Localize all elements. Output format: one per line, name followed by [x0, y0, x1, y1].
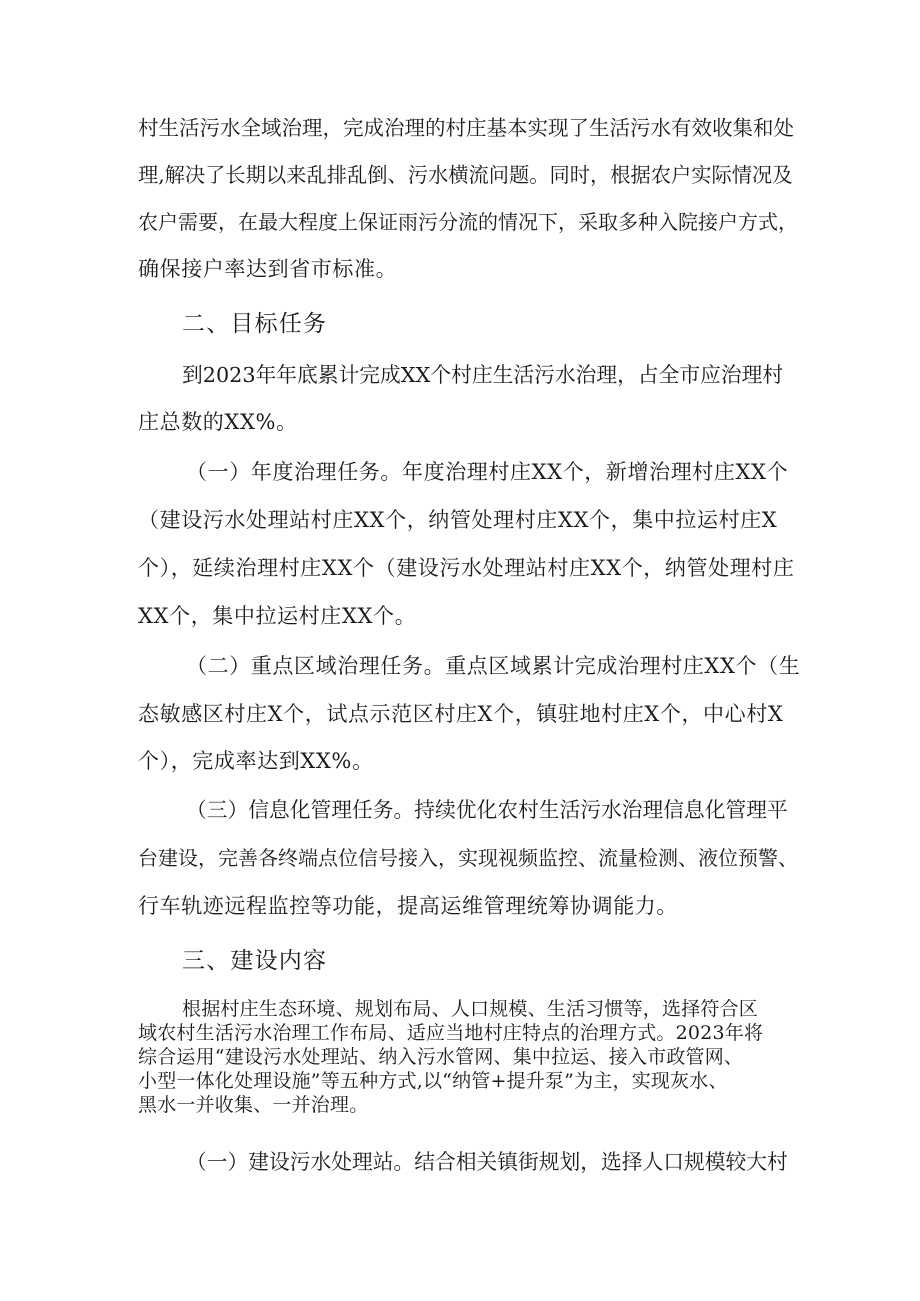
text-line: （建设污水处理站村庄XX个，纳管处理村庄XX个，集中拉运村庄X: [138, 508, 778, 532]
text-line: 根据村庄生态环境、规划布局、人口规模、生活习惯等，选择符合区: [182, 998, 759, 1020]
text-line: 态敏感区村庄X个，试点示范区村庄X个，镇驻地村庄X个，中心村X: [138, 702, 784, 726]
text-line: XX个，集中拉运村庄XX个。: [138, 604, 417, 628]
text-line: 域农村生活污水治理工作布局、适应当地村庄特点的治理方式。2023年将: [138, 1022, 764, 1044]
text-line: 确保接户率达到省市标准。: [138, 257, 398, 281]
text-line: （一）年度治理任务。年度治理村庄XX个，新增治理村庄XX个: [186, 460, 789, 484]
text-line: 农户需要，在最大程度上保证雨污分流的情况下，采取多种入院接户方式，: [138, 210, 798, 234]
text-line: 综合运用“建设污水处理站、纳入污水管网、集中拉运、接入市政管网、: [138, 1046, 744, 1068]
text-line: （三）信息化管理任务。持续优化农村生活污水治理信息化管理平: [186, 798, 788, 822]
text-line: 个），完成率达到XX%。: [138, 749, 374, 773]
text-line: （二）重点区域治理任务。重点区域累计完成治理村庄XX个（生: [186, 654, 801, 678]
section-heading-targets: 二、目标任务: [182, 311, 328, 337]
text-line: 黑水一并收集、一并治理。: [138, 1094, 369, 1116]
text-line: 小型一体化处理设施”等五种方式,以“纳管+提升泵”为主，实现灰水、: [138, 1070, 728, 1092]
text-line: 台建设，完善各终端点位信号接入，实现视频监控、流量检测、液位预警、: [138, 846, 798, 870]
text-line: 村生活污水全域治理，完成治理的村庄基本实现了生活污水有效收集和处: [138, 116, 794, 140]
paragraph-station: （一）建设污水处理站。结合相关镇街规划，选择人口规模较大村: [186, 1150, 788, 1174]
text-line: 到2023年年底累计完成XX个村庄生活污水治理，占全市应治理村: [182, 363, 784, 387]
text-line: 理,解决了长期以来乱排乱倒、污水横流问题。同时，根据农户实际情况及: [138, 163, 793, 187]
text-line: 庄总数的XX%。: [138, 410, 298, 434]
section-heading-construction: 三、建设内容: [182, 948, 328, 974]
text-line: 行车轨迹远程监控等功能，提高运维管理统筹协调能力。: [138, 894, 678, 918]
text-line: 个），延续治理村庄XX个（建设污水处理站村庄XX个，纳管处理村庄: [138, 556, 795, 580]
